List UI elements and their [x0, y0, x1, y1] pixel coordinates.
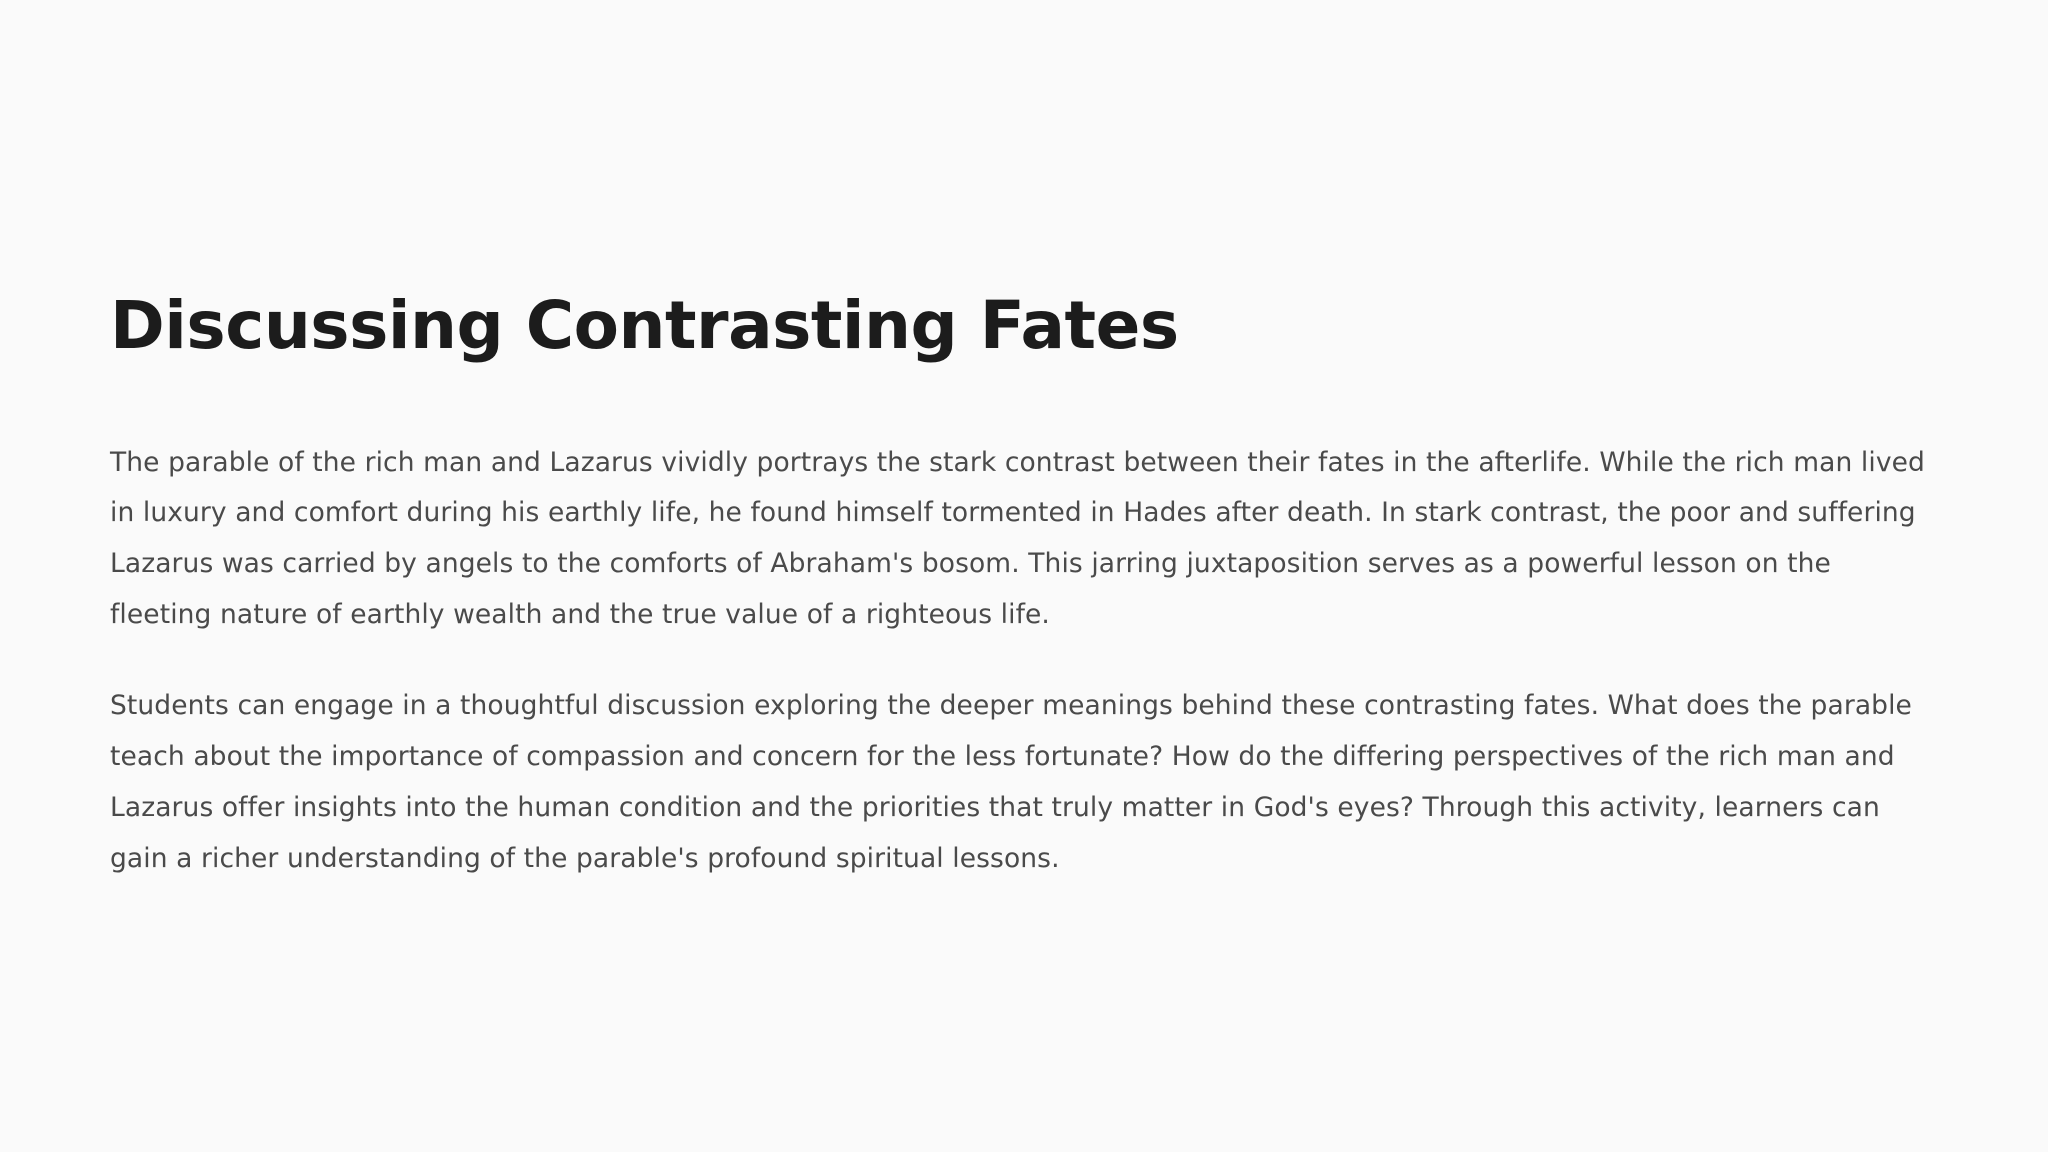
paragraph-2: Students can engage in a thoughtful discussion exploring the deeper meanings behind these contrasting fates. What does the parable teach about the importance of compassion and concern for the less fortunate? How do the differing perspectives of the rich man and Lazarus offer insights into the human condition and the priorities that truly matter in God's eyes? Through this activity, learners can gain a richer understanding of the parable's profound spiritual lessons. — [110, 690, 1912, 874]
page-title: Discussing Contrasting Fates — [110, 287, 1179, 364]
paragraph-1: The parable of the rich man and Lazarus vividly portrays the stark contrast between their fates in the afterlife. While the rich man lived in luxury and comfort during his earthly life, he found himself tormented in Hades after death. In stark contrast, the poor and suffering Lazarus was carried by angels to the comforts of Abraham's bosom. This jarring juxtaposition serves as a powerful lesson on the fleeting nature of earthly wealth and the true value of a righteous life. — [110, 446, 1925, 631]
body-copy — [110, 438, 1938, 885]
